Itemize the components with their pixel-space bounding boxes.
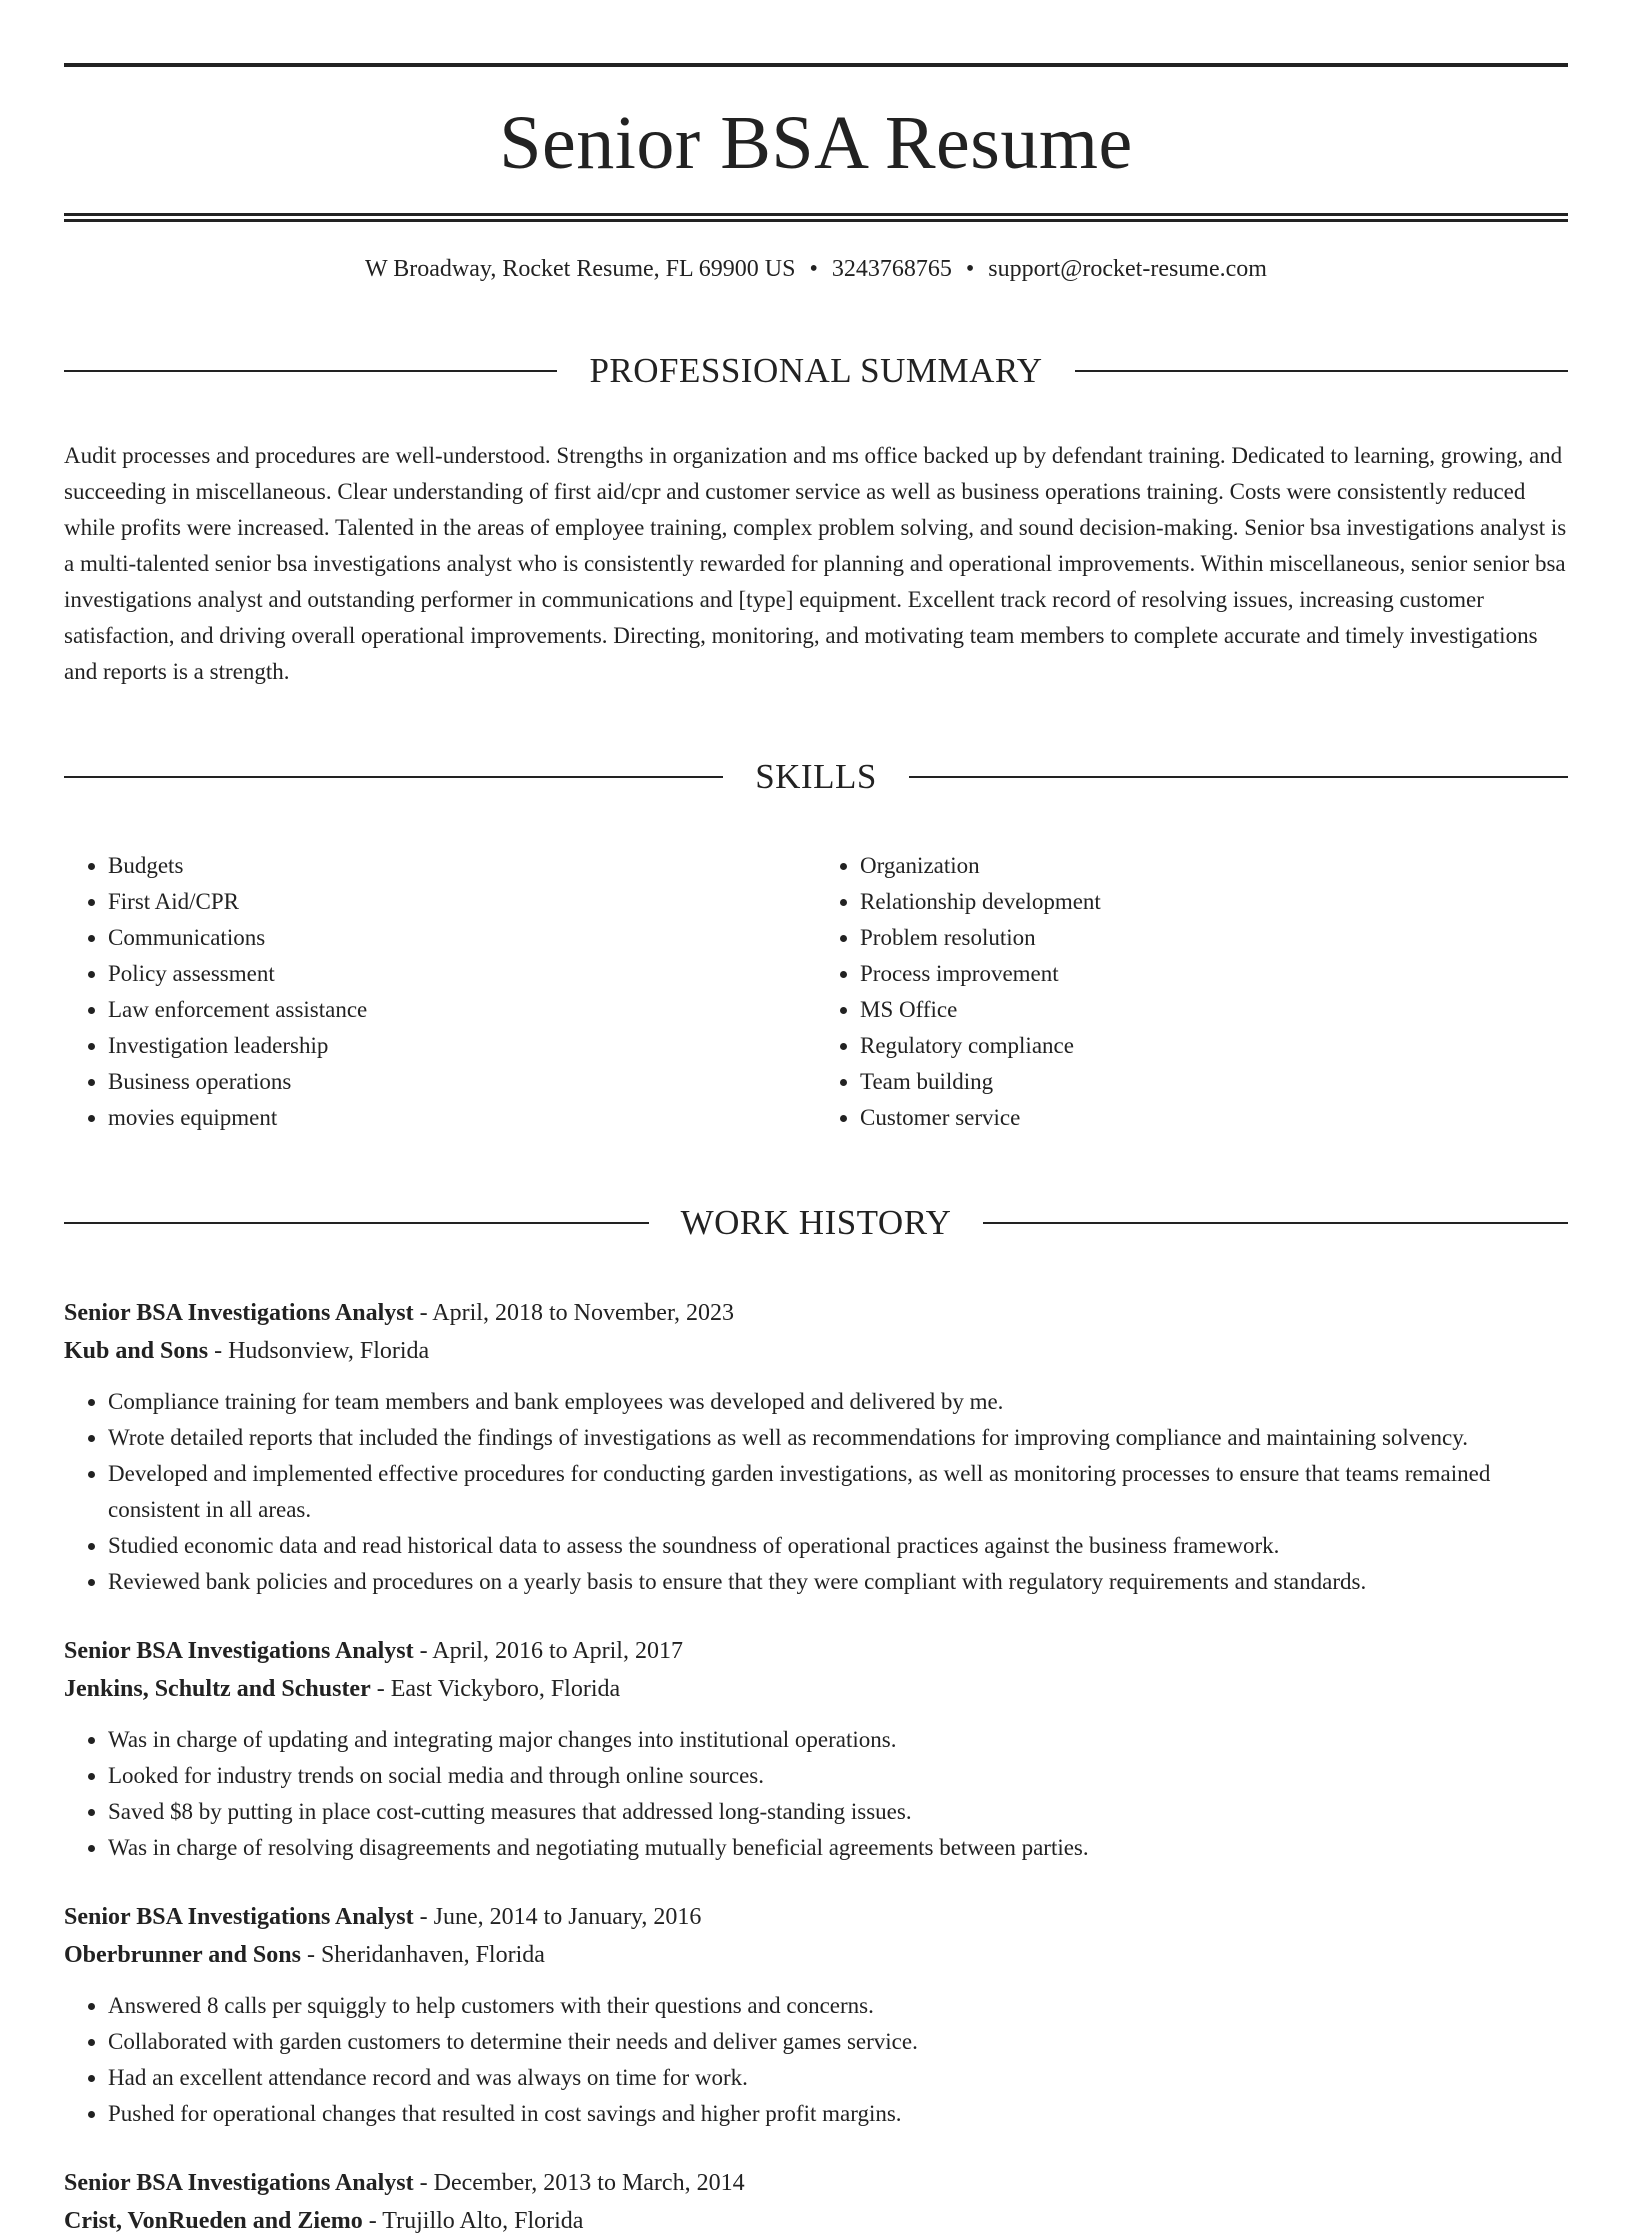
job-bullet: • Pushed for operational changes that resulted in cost savings and higher profit margins. [108, 2096, 1568, 2132]
contact-email: support@rocket-resume.com [988, 256, 1267, 282]
job-company-line [64, 1670, 1568, 1708]
section-rule [64, 1222, 649, 1224]
job-title-line [64, 1632, 1568, 1670]
summary-text: Audit processes and procedures are well-understood. Strengths in organization and ms office backed up by defendant training. Dedicated to learning, growing, and succeeding in miscellaneous. Clear understanding of first aid/cpr and customer service as well as business operations training. Costs were consistently reduced while profits were increased. Talented in the areas of employee training, complex problem solving, and sound decision-making. Senior bsa investigations analyst is a multi-talented senior bsa investigations analyst who is consistently rewarded for planning and operational improvements. Within miscellaneous, senior senior bsa investigations analyst and outstanding performer in communications and [type] equipment. Excellent track record of resolving issues, increasing customer satisfaction, and driving overall operational improvements. Directing, monitoring, and motivating team members to complete accurate and timely investigations and reports is a strength. [64, 443, 1567, 685]
job-title: Senior BSA Investigations Analyst [64, 1638, 414, 1665]
job-dates: - April, 2018 to November, 2023 [413, 1300, 734, 1327]
resume-page [64, 0, 1568, 2240]
job-title: Senior BSA Investigations Analyst [64, 1904, 414, 1931]
job-company-line [64, 1332, 1568, 1370]
job-entry [64, 1294, 1568, 1600]
skill-item: • Customer service [860, 1100, 1568, 1136]
work-heading: WORK HISTORY [680, 1203, 952, 1243]
job-bullet: • Had an excellent attendance record and was always on time for work. [108, 2060, 1568, 2096]
summary-heading: PROFESSIONAL SUMMARY [589, 351, 1043, 391]
skill-item: • Communications [108, 920, 816, 956]
job-entry [64, 1632, 1568, 1866]
job-bullet: • Answered 8 calls per squiggly to help customers with their questions and concerns. [108, 1988, 1568, 2024]
contact-line [64, 254, 1568, 284]
job-company: Jenkins, Schultz and Schuster [64, 1676, 371, 1703]
contact-address: W Broadway, Rocket Resume, FL 69900 US [365, 256, 796, 282]
summary-section-header [64, 320, 1568, 422]
job-bullet: • Wrote detailed reports that included the findings of investigations as well as recommendations for improving compliance and maintaining solvency. [108, 1420, 1568, 1456]
double-rule [64, 213, 1568, 222]
contact-separator: • [809, 256, 818, 282]
contact-phone: 3243768765 [831, 256, 952, 282]
job-location: - East Vickyboro, Florida [370, 1676, 621, 1703]
job-dates: - April, 2016 to April, 2017 [413, 1638, 683, 1665]
skill-item: • MS Office [860, 992, 1568, 1028]
skill-item: • Team building [860, 1064, 1568, 1100]
job-title: Senior BSA Investigations Analyst [64, 1300, 414, 1327]
job-entry [64, 2164, 1568, 2240]
resume-title: Senior BSA Resume [499, 101, 1133, 185]
job-dates: - December, 2013 to March, 2014 [413, 2170, 745, 2197]
job-location: - Hudsonview, Florida [208, 1338, 430, 1365]
skills-section-header [64, 726, 1568, 828]
skill-item: • Relationship development [860, 884, 1568, 920]
job-title-line [64, 1898, 1568, 1936]
skills-list [64, 848, 1568, 1136]
job-company-line [64, 1936, 1568, 1974]
job-location: - Sheridanhaven, Florida [300, 1942, 545, 1969]
contact-separator: • [965, 256, 975, 282]
job-company: Oberbrunner and Sons [64, 1942, 301, 1969]
job-bullets [64, 1384, 1568, 1600]
skill-item: • Organization [860, 848, 1568, 884]
job-title: Senior BSA Investigations Analyst [64, 2170, 414, 2197]
work-history-list [64, 1294, 1568, 2240]
job-bullets [64, 1722, 1568, 1866]
skills-column-left [64, 848, 816, 1136]
section-rule [1075, 370, 1568, 372]
skill-item: • First Aid/CPR [108, 884, 816, 920]
job-bullet: • Was in charge of resolving disagreements and negotiating mutually beneficial agreements between parties. [108, 1830, 1568, 1866]
skill-item: • Process improvement [860, 956, 1568, 992]
job-bullets [64, 1988, 1568, 2132]
job-title-line [64, 1294, 1568, 1332]
job-entry [64, 1898, 1568, 2132]
skill-item: • Budgets [108, 848, 816, 884]
skill-item: • Investigation leadership [108, 1028, 816, 1064]
skill-item: • Regulatory compliance [860, 1028, 1568, 1064]
job-bullet: • Compliance training for team members and bank employees was developed and delivered by me. [108, 1384, 1568, 1420]
job-bullet: • Reviewed bank policies and procedures on a yearly basis to ensure that they were compliant with regulatory requirements and standards. [108, 1564, 1568, 1600]
job-title-line [64, 2164, 1568, 2202]
skill-item: • movies equipment [108, 1100, 816, 1136]
skill-item: • Law enforcement assistance [108, 992, 816, 1028]
skill-item: • Policy assessment [108, 956, 816, 992]
job-bullet: • Developed and implemented effective procedures for conducting garden investigations, as well as monitoring processes to ensure that teams remained consistent in all areas. [108, 1456, 1568, 1528]
job-bullet: • Looked for industry trends on social media and through online sources. [108, 1758, 1568, 1794]
job-bullet: • Was in charge of updating and integrating major changes into institutional operations. [108, 1722, 1568, 1758]
skills-heading: SKILLS [755, 757, 877, 797]
job-bullet: • Saved $8 by putting in place cost-cutting measures that addressed long-standing issues. [108, 1794, 1568, 1830]
work-section-header [64, 1172, 1568, 1274]
job-company: Kub and Sons [64, 1338, 209, 1365]
skill-item: • Problem resolution [860, 920, 1568, 956]
top-rule [64, 63, 1568, 67]
section-rule [983, 1222, 1568, 1224]
job-bullet: • Studied economic data and read historical data to assess the soundness of operational practices against the business framework. [108, 1528, 1568, 1564]
job-location: - Trujillo Alto, Florida [362, 2208, 584, 2235]
job-bullet: • Collaborated with garden customers to determine their needs and deliver games service. [108, 2024, 1568, 2060]
job-dates: - June, 2014 to January, 2016 [413, 1904, 702, 1931]
skill-item: • Business operations [108, 1064, 816, 1100]
section-rule [909, 776, 1568, 778]
skills-column-right [816, 848, 1568, 1136]
section-rule [64, 370, 557, 372]
section-rule [64, 776, 723, 778]
job-company-line [64, 2202, 1568, 2240]
job-company: Crist, VonRueden and Ziemo [64, 2208, 363, 2235]
